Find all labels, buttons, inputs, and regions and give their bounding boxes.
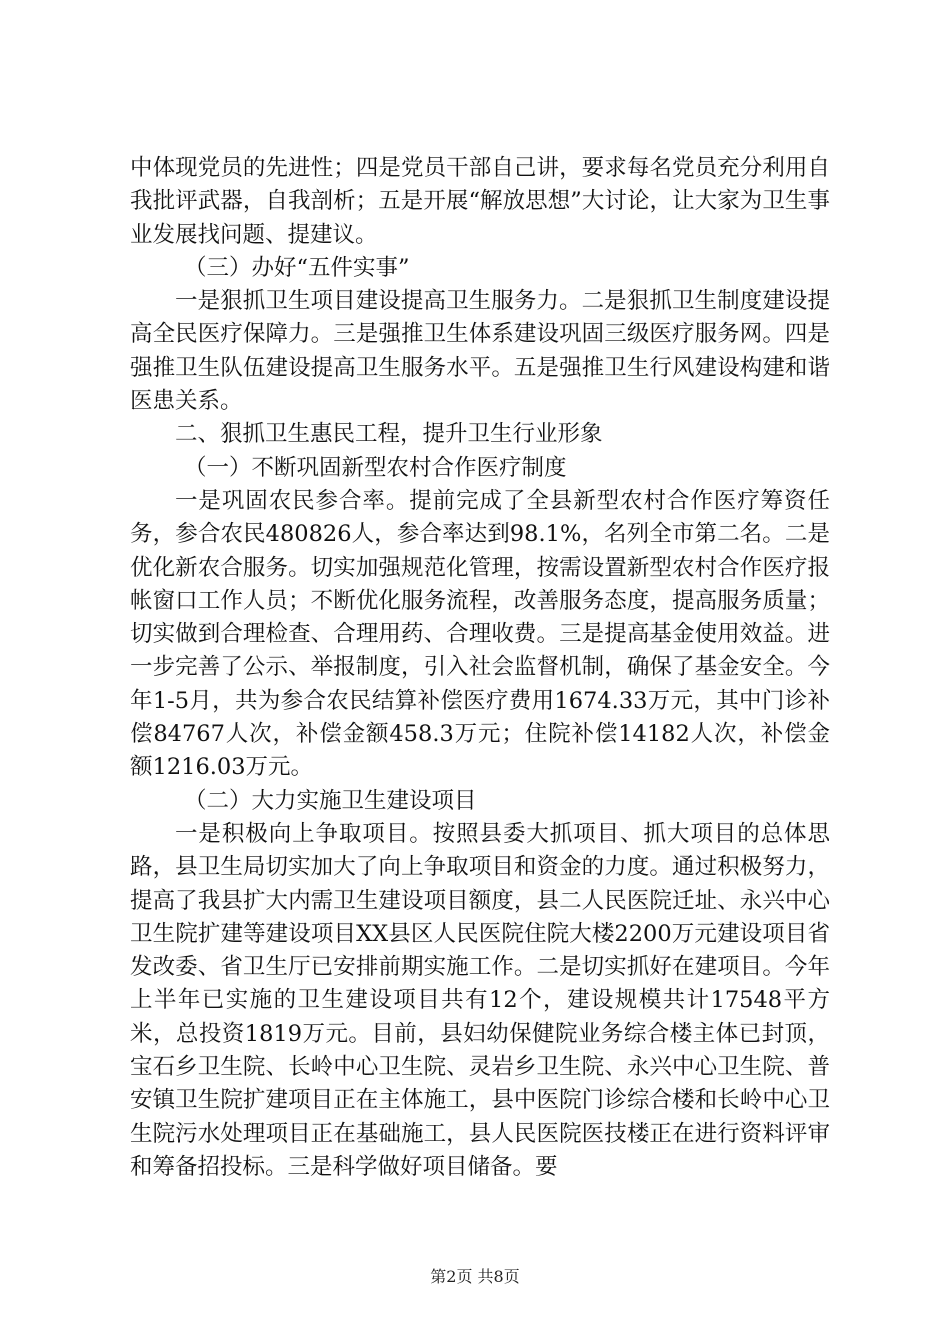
heading-section-3: （三）办好“五件实事” — [184, 254, 410, 281]
heading-part-2: 二、狠抓卫生惠民工程，提升卫生行业形象 — [175, 421, 603, 448]
paragraph-construction-projects: 一是积极向上争取项目。按照县委大抓项目、抓大项目的总体思路，县卫生局切实加大了向上争取项目和资金的力度。通过积极努力，提高了我县扩大内需卫生建设项目额度，县二人民医院迁址、永兴中心卫生院扩建等建设项目XX县区人民医院住院大楼2200万元建设项目省发改委、省卫生厅已安排前期实施工作。二是切实抓好在建项目。今年上半年已实施的卫生建设项目共有12个，建设规模共计17548平方米，总投资1819万元。目前，县妇幼保健院业务综合楼主体已封顶，宝石乡卫生院、长岭中心卫生院、灵岩乡卫生院、永兴中心卫生院、普安镇卫生院扩建项目正在主体施工，县中医院门诊综合楼和长岭中心卫生院污水处理项目正在基础施工，县人民医院医技楼正在进行资料评审和筹备招投标。三是科学做好项目储备。要 — [130, 820, 830, 1180]
heading-subsection-2: （二）大力实施卫生建设项目 — [184, 787, 477, 814]
document-body — [130, 152, 830, 1184]
paragraph-continuation: 中体现党员的先进性；四是党员干部自己讲，要求每名党员充分利用自我批评武器，自我剖析；五是开展“解放思想”大讨论，让大家为卫生事业发展找问题、提建议。 — [130, 155, 830, 248]
heading-subsection-1: （一）不断巩固新型农村合作医疗制度 — [184, 454, 567, 481]
page-footer: 第2页 共8页 — [430, 1267, 520, 1286]
paragraph-five-tasks: 一是狠抓卫生项目建设提高卫生服务力。二是狠抓卫生制度建设提高全民医疗保障力。三是强推卫生体系建设巩固三级医疗服务网。四是强推卫生队伍建设提高卫生服务水平。五是强推卫生行风建设构建和谐医患关系。 — [130, 288, 830, 415]
paragraph-rural-cooperative: 一是巩固农民参合率。提前完成了全县新型农村合作医疗筹资任务，参合农民480826人，参合率达到98.1%，名列全市第二名。二是优化新农合服务。切实加强规范化管理，按需设置新型农村合作医疗报帐窗口工作人员；不断优化服务流程，改善服务态度，提高服务质量；切实做到合理检查、合理用药、合理收费。三是提高基金使用效益。进一步完善了公示、举报制度，引入社会监督机制，确保了基金安全。今年1-5月，共为参合农民结算补偿医疗费用1674.33万元，其中门诊补偿84767人次，补偿金额458.3万元；住院补偿14182人次，补偿金额1216.03万元。 — [130, 487, 830, 781]
